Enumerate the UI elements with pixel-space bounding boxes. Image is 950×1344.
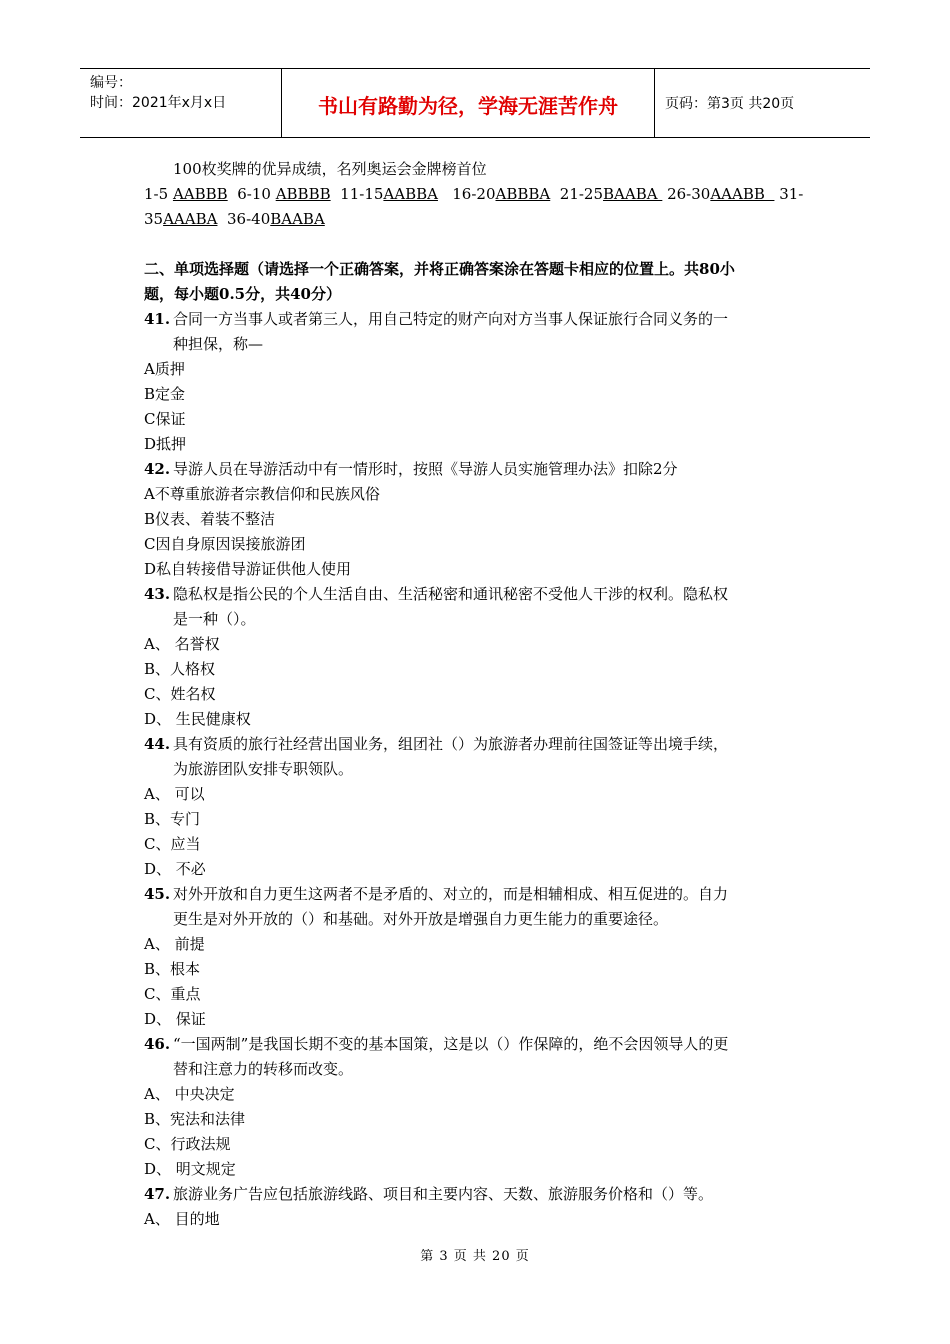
answer-value: ABBBA: [495, 185, 551, 203]
question-number: 44.: [144, 735, 171, 753]
answer-option: D私自转接借导游证供他人使用: [144, 560, 352, 578]
question-stem: [144, 732, 809, 757]
question-number: 43.: [144, 585, 171, 603]
question-list: [144, 307, 809, 1232]
header-motto: 书山有路勤为径，学海无涯苦作舟: [282, 69, 655, 137]
question-text: “一国两制”是我国长期不变的基本国策，这是以（）作保障的，绝不会因领导人的更: [173, 1035, 729, 1053]
header-page-label: 页码：第3页 共20页: [665, 96, 795, 112]
answer-value: AABBB: [172, 185, 228, 203]
answer-label: 1-5: [144, 185, 173, 203]
document-body: [144, 157, 809, 1232]
question-number: 46.: [144, 1035, 171, 1053]
question-number: 42.: [144, 460, 171, 478]
page-footer: 第 3 页 共 20 页: [420, 1249, 530, 1264]
answer-key-line-1: [144, 182, 809, 207]
answer-value: ABBBB: [275, 185, 331, 203]
answer-option: A质押: [144, 360, 185, 378]
answer-option: B、根本: [144, 960, 201, 978]
answer-option: D、 生民健康权: [144, 710, 251, 728]
time-label: 时间：2021年x月x日: [90, 95, 227, 111]
answer-label: 35: [144, 210, 164, 228]
question-stem: [144, 582, 809, 607]
question-text-continued: 种担保，称—: [173, 335, 264, 353]
answer-option: C因自身原因误接旅游团: [144, 535, 306, 553]
answer-label: 36-40: [217, 210, 271, 228]
question-text-continued: 更生是对外开放的（）和基础。对外开放是增强自力更生能力的重要途径。: [173, 910, 669, 928]
question-number: 45.: [144, 885, 171, 903]
answer-option: A、 名誉权: [144, 635, 220, 653]
answer-option: A、 可以: [144, 785, 205, 803]
question-stem: [144, 457, 809, 482]
page-header: [80, 68, 870, 138]
answer-label: 11-15: [330, 185, 384, 203]
question-text: 隐私权是指公民的个人生活自由、生活秘密和通讯秘密不受他人干涉的权利。隐私权: [173, 585, 729, 603]
question-stem: [144, 882, 809, 907]
question-text-continued: 为旅游团队安排专职领队。: [173, 760, 354, 778]
answer-value: BAABA: [603, 185, 663, 203]
answer-option: C、姓名权: [144, 685, 216, 703]
number-label: 编号：: [90, 75, 132, 91]
question-text: 导游人员在导游活动中有一情形时，按照《导游人员实施管理办法》扣除2分: [173, 460, 678, 478]
answer-label: 16-20: [437, 185, 496, 203]
question-stem: [144, 1182, 809, 1207]
section-title-line-2: 题，每小题0.5分，共40分）: [144, 285, 341, 303]
answer-option: C、行政法规: [144, 1135, 231, 1153]
question-text: 具有资质的旅行社经营出国业务，组团社（）为旅游者办理前往国签证等出境手续，: [173, 735, 729, 753]
answer-option: A不尊重旅游者宗教信仰和民族风俗: [144, 485, 380, 503]
question-text-continued: 是一种（）。: [173, 610, 256, 628]
answer-option: C、重点: [144, 985, 201, 1003]
answer-option: A、 前提: [144, 935, 205, 953]
answer-option: D、 不必: [144, 860, 206, 878]
answer-option: D、 明文规定: [144, 1160, 236, 1178]
answer-option: B、专门: [144, 810, 201, 828]
answer-option: B定金: [144, 385, 186, 403]
section-title-line-1: 二、单项选择题（请选择一个正确答案，并将正确答案涂在答题卡相应的位置上。共80小: [144, 260, 735, 278]
question-stem: [144, 307, 809, 332]
answer-option: D抵押: [144, 435, 187, 453]
answer-label: 6-10: [227, 185, 276, 203]
question-text-continued: 替和注意力的转移而改变。: [173, 1060, 354, 1078]
answer-option: A、 中央决定: [144, 1085, 235, 1103]
answer-option: B、人格权: [144, 660, 216, 678]
answer-option: B、宪法和法律: [144, 1110, 246, 1128]
answer-label: 26-30: [662, 185, 711, 203]
question-text: 合同一方当事人或者第三人，用自己特定的财产向对方当事人保证旅行合同义务的一: [173, 310, 729, 328]
answer-label: 21-25: [550, 185, 604, 203]
answer-option: A、 目的地: [144, 1210, 220, 1228]
question-number: 41.: [144, 310, 171, 328]
answer-label: 31-: [774, 185, 804, 203]
answer-option: D、 保证: [144, 1010, 206, 1028]
answer-value: AABBA: [383, 185, 438, 203]
answer-option: C、应当: [144, 835, 201, 853]
answer-value: BAABA: [270, 210, 325, 228]
question-stem: [144, 1032, 809, 1057]
answer-value: AAABA: [163, 210, 218, 228]
answer-option: C保证: [144, 410, 186, 428]
intro-line: 100枚奖牌的优异成绩，名列奥运会金牌榜首位: [173, 160, 487, 178]
question-text: 旅游业务广告应包括旅游线路、项目和主要内容、天数、旅游服务价格和（）等。: [173, 1185, 714, 1203]
answer-option: B仪表、着装不整洁: [144, 510, 276, 528]
header-meta: [80, 69, 282, 137]
question-text: 对外开放和自力更生这两者不是矛盾的、对立的，而是相辅相成、相互促进的。自力: [173, 885, 729, 903]
question-number: 47.: [144, 1185, 171, 1203]
answer-key-line-2: [144, 207, 809, 232]
answer-value: AAABB: [710, 185, 775, 203]
